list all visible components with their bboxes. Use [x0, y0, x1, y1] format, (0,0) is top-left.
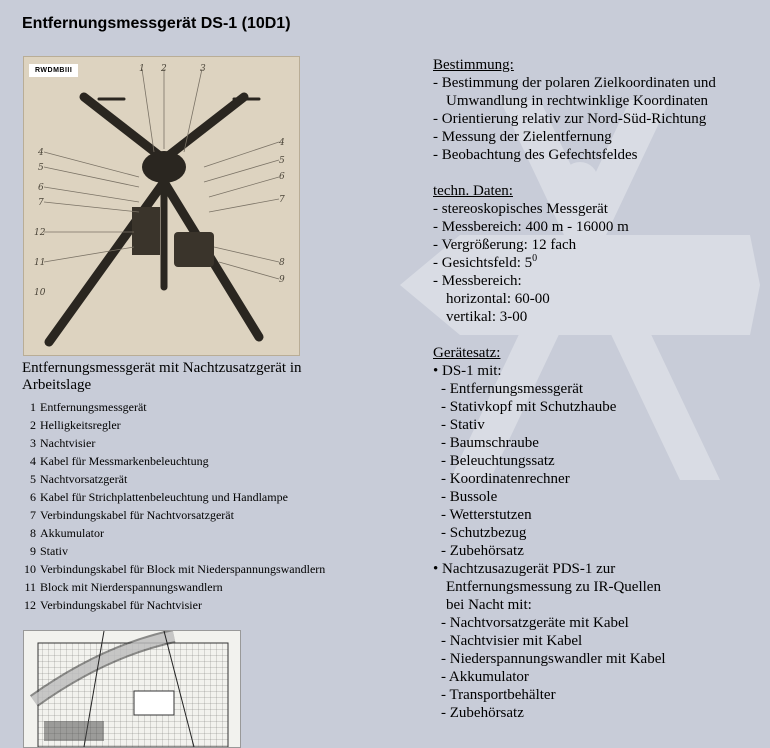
list-item: - Messbereich: 400 m - 16000 m: [433, 219, 629, 235]
page-title: Entfernungsmessgerät DS-1 (10D1): [22, 15, 291, 32]
list-item: - Akkumulator: [441, 669, 529, 685]
list-item: - Stativkopf mit Schutzhaube: [441, 399, 617, 415]
callout-5b: 5: [279, 156, 285, 166]
list-item: vertikal: 3-00: [446, 309, 528, 325]
photo-tag: RWDMBIII: [29, 64, 78, 77]
parts-list: [22, 398, 325, 614]
geraetesatz-heading: Gerätesatz:: [433, 345, 501, 361]
list-item: - Zubehörsatz: [441, 543, 524, 559]
list-item: 9 Stativ: [30, 544, 69, 558]
photo-caption: Entfernungsmessgerät mit Nachtzusatzgerät in Arbeitslage: [22, 360, 302, 393]
callout-1: 1: [139, 64, 145, 74]
list-item: - Gesichtsfeld: $5^0$: [433, 253, 538, 271]
list-item: bei Nacht mit:: [446, 597, 532, 613]
list-item: - Beleuchtungssatz: [441, 453, 555, 469]
info-column: [433, 56, 716, 740]
list-item: - Beobachtung des Gefechtsfeldes: [433, 147, 638, 163]
bestimmung-heading: Bestimmung:: [433, 57, 514, 73]
bestimmung-section: [433, 56, 716, 164]
list-item: horizontal: 60-00: [446, 291, 550, 307]
list-item: 8 Akkumulator: [30, 526, 104, 540]
list-item: - Nachtvisier mit Kabel: [441, 633, 583, 649]
list-item: 6 Kabel für Strichplattenbeleuchtung und Handlampe: [30, 490, 288, 504]
list-item: - Entfernungsmessgerät: [441, 381, 584, 397]
list-item: 10 Verbindungskabel für Block mit Niederspannungswandlern: [24, 562, 326, 576]
list-item: - Niederspannungswandler mit Kabel: [441, 651, 666, 667]
list-item: 7 Verbindungskabel für Nachtvorsatzgerät: [30, 508, 234, 522]
callout-10: 10: [34, 288, 46, 298]
list-item: 5 Nachtvorsatzgerät: [30, 472, 128, 486]
list-item: - Zubehörsatz: [441, 705, 524, 721]
list-item: Umwandlung in rechtwinklige Koordinaten: [446, 93, 709, 109]
coordinate-calculator-image: [23, 630, 241, 748]
callout-7b: 7: [279, 195, 285, 205]
list-item: - Vergrößerung: 12 fach: [433, 237, 577, 253]
callout-2: 2: [161, 64, 167, 74]
list-item: 1 Entfernungsmessgerät: [30, 400, 147, 414]
callout-8: 8: [279, 258, 285, 268]
callout-6b: 6: [279, 172, 285, 182]
list-item: - Transportbehälter: [441, 687, 556, 703]
device-photo: [23, 56, 300, 356]
list-item: - Stativ: [441, 417, 485, 433]
list-item: - Wetterstutzen: [441, 507, 532, 523]
callout-3: 3: [200, 64, 206, 74]
list-item: - Schutzbezug: [441, 525, 527, 541]
calculator-drawing: [24, 631, 240, 747]
technik-section: [433, 182, 716, 326]
list-item: - Bussole: [441, 489, 498, 505]
callout-4: 4: [38, 148, 44, 158]
list-item: 4 Kabel für Messmarkenbeleuchtung: [30, 454, 209, 468]
callout-11: 11: [34, 258, 46, 268]
list-item: - stereoskopisches Messgerät: [433, 201, 608, 217]
list-item: - Nachtvorsatzgeräte mit Kabel: [441, 615, 629, 631]
list-item: - Koordinatenrechner: [441, 471, 570, 487]
list-item: - Messung der Zielentfernung: [433, 129, 612, 145]
callout-5: 5: [38, 163, 44, 173]
callout-4b: 4: [279, 138, 285, 148]
callout-12: 12: [34, 228, 46, 238]
rangefinder-illustration: [24, 57, 299, 355]
list-item: 3 Nachtvisier: [30, 436, 96, 450]
callout-9: 9: [279, 275, 285, 285]
list-item: 12 Verbindungskabel für Nachtvisier: [24, 598, 202, 612]
list-item: 11 Block mit Nierderspannungswandlern: [24, 580, 223, 594]
list-item: - Orientierung relativ zur Nord-Süd-Richtung: [433, 111, 707, 127]
geraetesatz-section: [433, 344, 716, 722]
callout-6: 6: [38, 183, 44, 193]
list-item: • DS-1 mit:: [433, 363, 502, 379]
list-item: - Messbereich:: [433, 273, 522, 289]
list-item: 2 Helligkeitsregler: [30, 418, 121, 432]
callout-7: 7: [38, 198, 44, 208]
list-item: Entfernungsmessung zu IR-Quellen: [446, 579, 661, 595]
list-item: - Bestimmung der polaren Zielkoordinaten und: [433, 75, 716, 91]
list-item: - Baumschraube: [441, 435, 539, 451]
list-item: • Nachtzusazugerät PDS-1 zur: [433, 561, 616, 577]
technik-heading: techn. Daten:: [433, 183, 513, 199]
